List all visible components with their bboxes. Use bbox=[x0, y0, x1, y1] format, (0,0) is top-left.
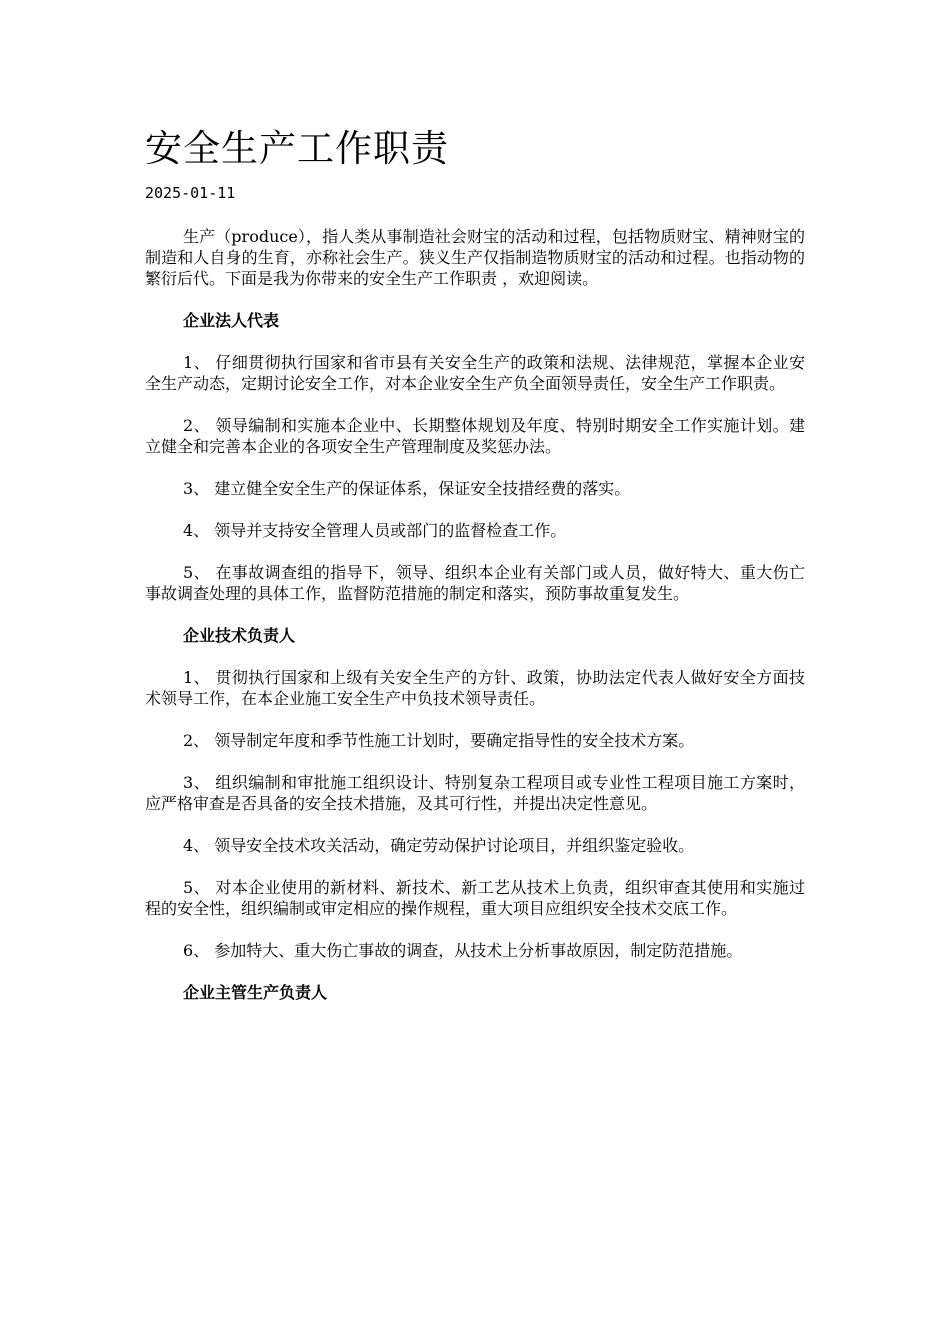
list-item: 5、 在事故调查组的指导下，领导、组织本企业有关部门或人员，做好特大、重大伤亡事故调查处理的具体工作，监督防范措施的制定和落实，预防事故重复发生。 bbox=[145, 563, 805, 603]
publish-date: 2025-01-11 bbox=[145, 184, 236, 202]
section-production-lead bbox=[145, 982, 805, 1003]
document-body bbox=[145, 226, 805, 1024]
section-technical-lead bbox=[145, 625, 805, 961]
section-heading: 企业主管生产负责人 bbox=[183, 983, 328, 1002]
intro-paragraph: 生产（produce），指人类从事制造社会财宝的活动和过程，包括物质财宝、精神财宝的制造和人自身的生育，亦称社会生产。狭义生产仅指制造物质财宝的活动和过程。也指动物的繁衍后代。下面是我为你带来的安全生产工作职责 ，欢迎阅读。 bbox=[145, 227, 805, 288]
section-heading: 企业法人代表 bbox=[183, 311, 280, 330]
list-item: 2、 领导制定年度和季节性施工计划时，要确定指导性的安全技术方案。 bbox=[183, 731, 695, 750]
list-item: 3、 建立健全安全生产的保证体系，保证安全技措经费的落实。 bbox=[183, 479, 631, 498]
list-item: 5、 对本企业使用的新材料、新技术、新工艺从技术上负责，组织审查其使用和实施过程的安全性，组织编制或审定相应的操作规程，重大项目应组织安全技术交底工作。 bbox=[145, 878, 805, 918]
document-title: 安全生产工作职责 bbox=[145, 127, 449, 170]
list-item: 3、 组织编制和审批施工组织设计、特别复杂工程项目或专业性工程项目施工方案时，应严格审查是否具备的安全技术措施，及其可行性，并提出决定性意见。 bbox=[145, 773, 805, 813]
list-item: 6、 参加特大、重大伤亡事故的调查，从技术上分析事故原因，制定防范措施。 bbox=[183, 941, 743, 960]
list-item: 1、 仔细贯彻执行国家和省市县有关安全生产的政策和法规、法律规范，掌握本企业安全生产动态，定期讨论安全工作，对本企业安全生产负全面领导责任，安全生产工作职责。 bbox=[145, 353, 805, 393]
list-item: 4、 领导并支持安全管理人员或部门的监督检查工作。 bbox=[183, 521, 567, 540]
list-item: 1、 贯彻执行国家和上级有关安全生产的方针、政策，协助法定代表人做好安全方面技术领导工作，在本企业施工安全生产中负技术领导责任。 bbox=[145, 668, 805, 708]
section-heading: 企业技术负责人 bbox=[183, 626, 296, 645]
list-item: 4、 领导安全技术攻关活动，确定劳动保护讨论项目，并组织鉴定验收。 bbox=[183, 836, 695, 855]
section-legal-representative bbox=[145, 310, 805, 604]
list-item: 2、 领导编制和实施本企业中、长期整体规划及年度、特别时期安全工作实施计划。建立健全和完善本企业的各项安全生产管理制度及奖惩办法。 bbox=[145, 416, 805, 456]
